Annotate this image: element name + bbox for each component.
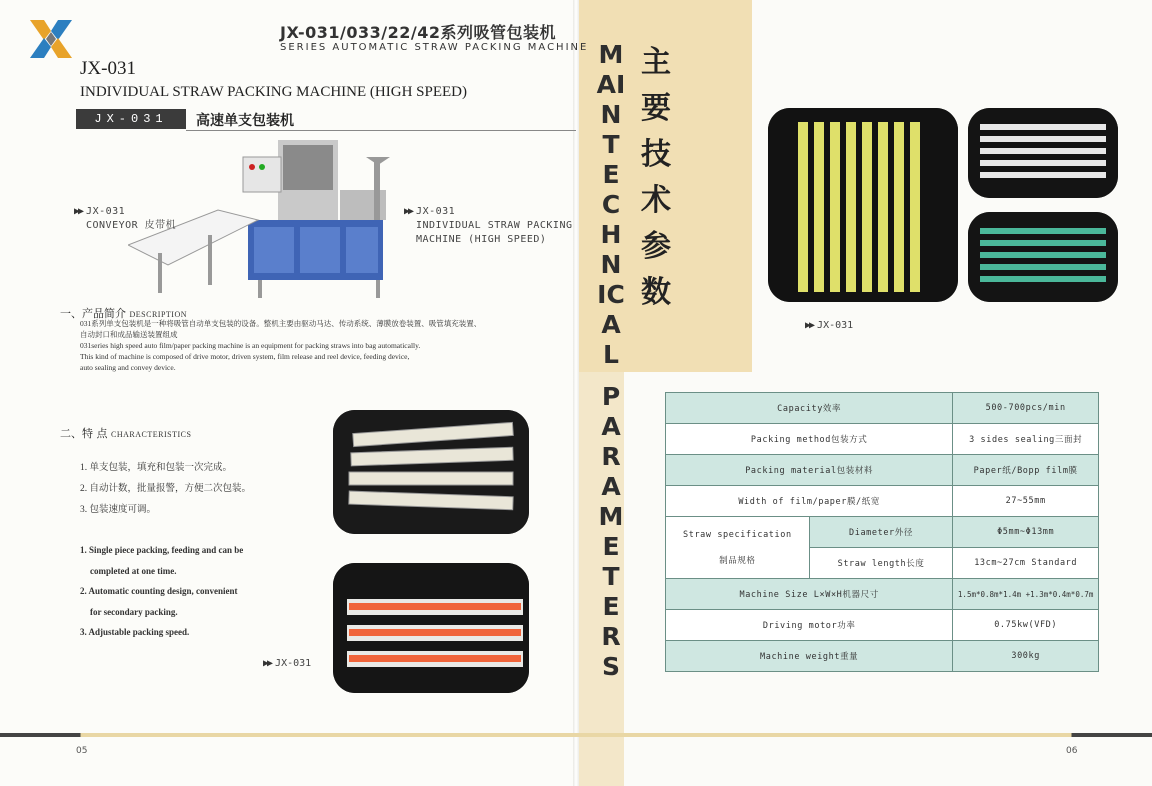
table-row: [666, 455, 1099, 486]
table-row: [666, 610, 1099, 641]
spec-value: 1.5m*0.8m*1.4m +1.3m*0.4m*0.7m: [953, 579, 1099, 610]
series-title: JX-031/033/22/42系列吸管包装机: [280, 23, 556, 42]
caption-packing-machine: ▶▶ JX-031 INDIVIDUAL STRAW PACKING MACHINE (HIGH SPEED): [404, 206, 573, 245]
model-number: JX-031: [80, 58, 136, 79]
table-row: [666, 424, 1099, 455]
characteristics-cn: 1. 单支包装，填充和包装一次完成。 2. 自动计数，批量报警，方便二次包装。 3. 包装速度可调。: [80, 463, 252, 515]
table-row: [666, 517, 1099, 548]
table-row: [666, 393, 1099, 424]
photo-clear-straws: [333, 410, 529, 534]
spec-label: Machine weight重量: [666, 641, 953, 672]
spec-value: 3 sides sealing三面封: [953, 424, 1099, 455]
spec-label: Packing material包装材料: [666, 455, 953, 486]
photo-green-straws: [968, 212, 1118, 302]
description-heading: 一、产品简介 DESCRIPTION: [60, 307, 188, 320]
spec-value: 500-700pcs/min: [953, 393, 1099, 424]
spec-label: Capacity效率: [666, 393, 953, 424]
vertical-title-cn: 主要技术参数: [641, 45, 671, 310]
spec-label: Packing method包装方式: [666, 424, 953, 455]
characteristics-en: 1. Single piece packing, feeding and can be completed at one time. 2. Automatic counting design, convenient for secondary packing. 3. Adjustable packing speed.: [80, 545, 244, 637]
model-badge-cn: 高速单支包装机: [196, 113, 294, 129]
spec-value: 27~55mm: [953, 486, 1099, 517]
spec-value: Paper纸/Bopp film膜: [953, 455, 1099, 486]
spec-label: Diameter外径: [809, 517, 953, 548]
characteristics-heading: 二、特 点 CHARACTERISTICS: [60, 427, 192, 440]
photo-yellow-straws: [768, 108, 958, 302]
spec-group-label: Straw specification 制品规格: [666, 517, 810, 579]
series-subtitle: SERIES AUTOMATIC STRAW PACKING MACHINE: [280, 42, 589, 53]
table-row: [666, 579, 1099, 610]
description-text: 031系列单支包装机是一种将吸管自动单支包装的设备。整机主要由驱动马达、传动系统、薄膜放卷装置、吸管填充装置、 自动封口和成品输送装置组成 031series high speed auto film/paper packing machine is an equipment for packing straws into bag automatically. This kind of machine is composed of drive motor, driven system, film release and reel device, feeding device, auto sealing and convey device.: [80, 319, 482, 372]
spec-value: 300kg: [953, 641, 1099, 672]
vertical-title-en-1: MAIN TECHNICAL: [596, 40, 626, 369]
photo-tag-left: ▶▶ JX-031: [263, 658, 312, 669]
spec-label: Machine Size L×W×H机器尺寸: [666, 579, 953, 610]
table-row: [666, 641, 1099, 672]
page-number-left: 05: [76, 746, 88, 756]
spec-label: Driving motor功率: [666, 610, 953, 641]
photo-tag-right: ▶▶ JX-031: [805, 320, 854, 331]
page-number-right: 06: [1066, 746, 1078, 756]
photo-orange-straws: [333, 563, 529, 693]
caption-conveyor: ▶▶ JX-031 CONVEYOR 皮带机: [74, 206, 177, 231]
spec-label: Straw length长度: [809, 548, 953, 579]
spec-label: Width of film/paper膜/纸宽: [666, 486, 953, 517]
model-badge: JX-031: [76, 109, 186, 129]
title-rule: [186, 130, 576, 131]
spec-value: Φ5mm~Φ13mm: [953, 517, 1099, 548]
model-name: INDIVIDUAL STRAW PACKING MACHINE (HIGH SPEED): [80, 84, 467, 100]
footer-bar-right: [576, 733, 1152, 737]
spec-value: 0.75kw(VFD): [953, 610, 1099, 641]
spec-value: 13cm~27cm Standard: [953, 548, 1099, 579]
vertical-title-en-2: PARAMETERS: [598, 382, 624, 681]
table-row: [666, 486, 1099, 517]
photo-white-straws: [968, 108, 1118, 198]
page-fold: [573, 0, 579, 786]
spec-table: [665, 392, 1099, 672]
company-logo-icon: [28, 16, 74, 62]
footer-bar-left: [0, 733, 576, 737]
